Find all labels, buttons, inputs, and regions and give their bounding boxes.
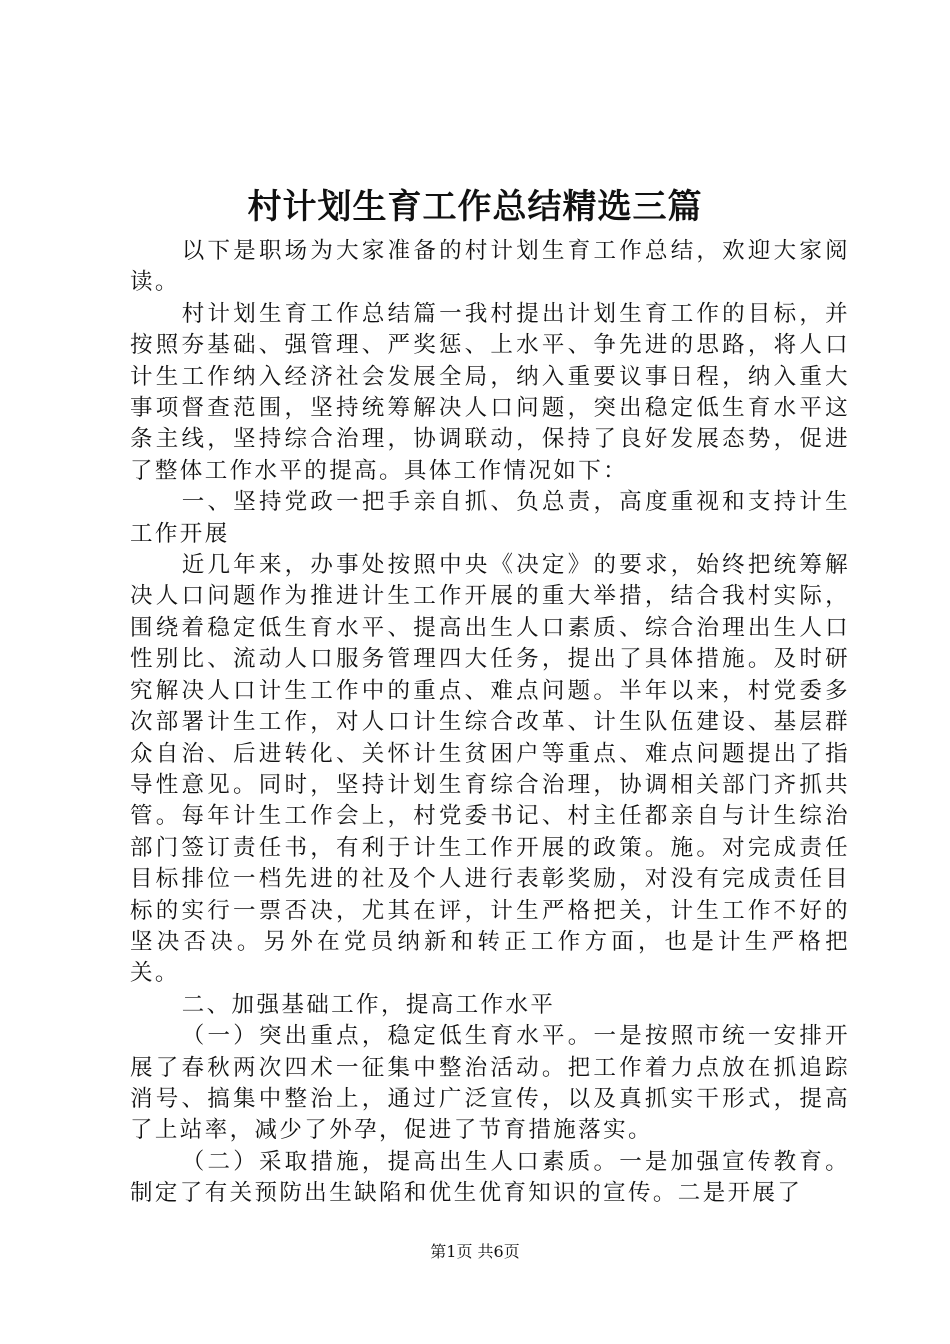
document-body [130, 236, 850, 1210]
document-title: 村计划生育工作总结精选三篇 [247, 187, 703, 227]
summary-paragraph: 村计划生育工作总结篇一我村提出计划生育工作的目标，并按照夯基础、强管理、严奖惩、上水平、争先进的思路，将人口计生工作纳入经济社会发展全局，纳入重要议事日程，纳入重大事项督查范围，坚持统筹解决人口问题，突出稳定低生育水平这条主线，坚持综合治理，协调联动，保持了良好发展态势，促进了整体工作水平的提高。具体工作情况如下： [130, 300, 850, 484]
section-heading-2: 二、加强基础工作，提高工作水平 [181, 991, 556, 1018]
subsection-2-paragraph: （二）采取措施，提高出生人口素质。一是加强宣传教育。制定了有关预防出生缺陷和优生优育知识的宣传。二是开展了 [130, 1148, 850, 1207]
section-heading-1: 一、坚持党政一把手亲自抓、负总责，高度重视和支持计生工作开展 [130, 489, 850, 547]
page-indicator: 第1页 共6页 [430, 1242, 520, 1261]
intro-paragraph: 以下是职场为大家准备的村计划生育工作总结，欢迎大家阅读。 [130, 238, 850, 296]
page-footer [0, 1241, 950, 1263]
subsection-1-paragraph: （一）突出重点，稳定低生育水平。一是按照市统一安排开展了春秋两次四术一征集中整治活动。把工作着力点放在抓追踪消号、搞集中整治上，通过广泛宣传，以及真抓实干形式，提高了上站率，减少了外孕，促进了节育措施落实。 [130, 1023, 850, 1144]
section-1-paragraph: 近几年来，办事处按照中央《决定》的要求，始终把统筹解决人口问题作为推进计生工作开展的重大举措，结合我村实际，围绕着稳定低生育水平、提高出生人口素质、综合治理出生人口性别比、流动人口服务管理四大任务，提出了具体措施。及时研究解决人口计生工作中的重点、难点问题。半年以来，村党委多次部署计生工作，对人口计生综合改革、计生队伍建设、基层群众自治、后进转化、关怀计生贫困户等重点、难点问题提出了指导性意见。同时，坚持计划生育综合治理，协调相关部门齐抓共管。每年计生工作会上，村党委书记、村主任都亲自与计生综治部门签订责任书，有利于计生工作开展的政策。施。对完成责任目标排位一档先进的社及个人进行表彰奖励，对没有完成责任目标的实行一票否决，尤其在评，计生严格把关，计生工作不好的坚决否决。另外在党员纳新和转正工作方面，也是计生严格把关。 [130, 552, 850, 987]
